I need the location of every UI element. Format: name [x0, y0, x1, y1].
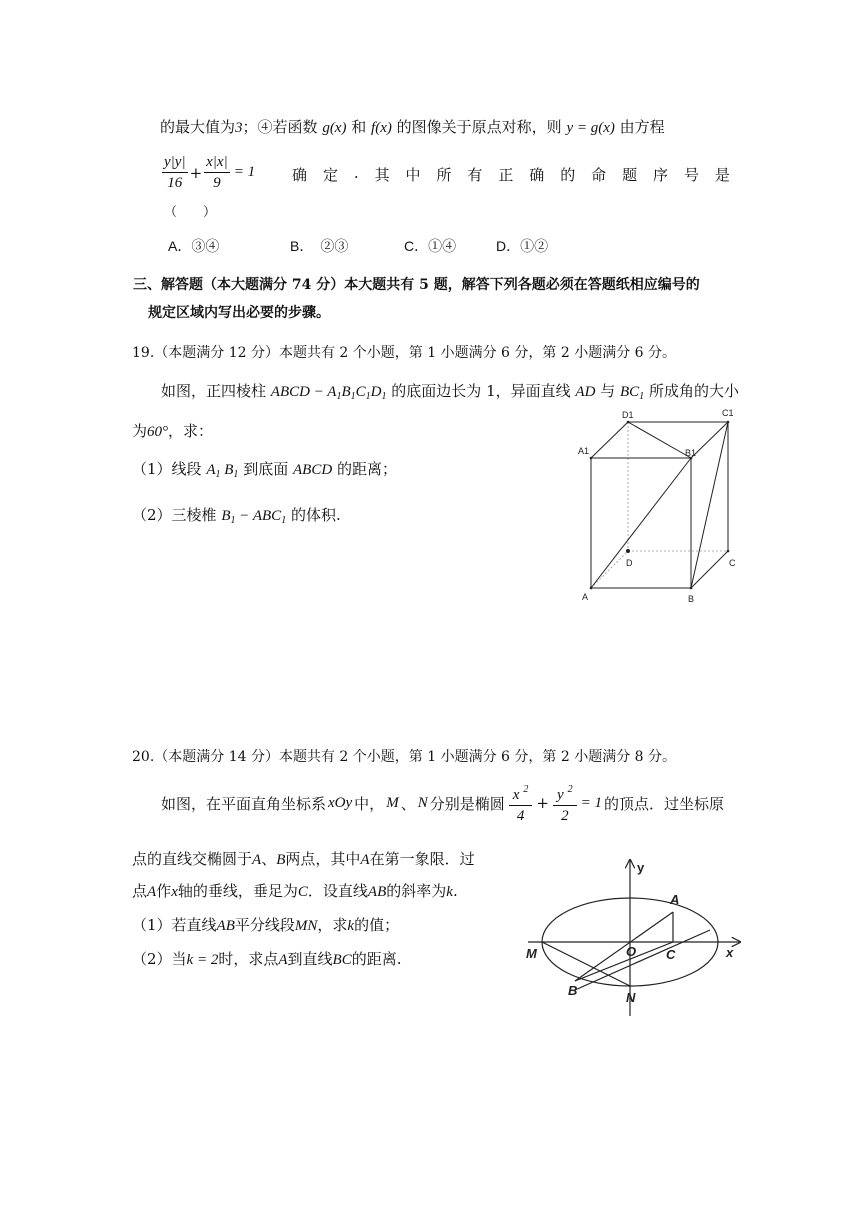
label-c: C: [666, 947, 676, 962]
label-c: C: [729, 558, 736, 568]
section-heading: 三、解答题（本大题满分 74 分）本大题共有 5 题，解答下列各题必须在答题纸相应编号的: [133, 277, 700, 293]
q18-line1: 的最大值为3；④若函数 g(x) 和 f(x) 的图像关于原点对称，则 y = g(x) 由方程: [160, 118, 665, 136]
q20-header: 20.（本题满分 14 分）本题共有 2 个小题，第 1 小题满分 6 分，第 2 小题满分 8 分。: [132, 749, 677, 765]
q18-line2-tail: 确 定 . 其 中 所 有 正 确 的 命 题 序 号 是: [292, 164, 730, 184]
label-b: B: [688, 594, 695, 604]
label-a1: A1: [578, 446, 590, 456]
q19-part2: （2）三棱椎 $B_1 - ABC_1$ 的体积.: [132, 506, 341, 526]
ellipse-figure: [520, 850, 752, 1024]
q20-line3: 点A作x轴的垂线，垂足为C．设直线AB的斜率为k.: [132, 882, 458, 900]
fraction-x: $\frac{x|x|}{9}$: [206, 154, 228, 191]
answer-paren: （ ）: [164, 205, 217, 220]
label-d1: D1: [622, 410, 634, 420]
q20-intro: 如图，在平面直角坐标系 xOy 中， M 、 N 分别是椭圆 $\frac{x ^2}{4}$ + $\frac{y ^2}{2}$ = 1 的顶点．过坐标原: [161, 780, 724, 826]
label-n: N: [626, 990, 636, 1005]
option-d: D．①②: [496, 238, 549, 254]
section-heading-line2: 规定区域内写出必要的步骤。: [148, 305, 330, 321]
fraction-y: $\frac{y|y|}{16}$: [164, 154, 186, 191]
label-c1: C1: [722, 408, 734, 418]
q19-line2: 为60°，求：: [132, 422, 214, 440]
q20-part2: （2）当k = 2时，求点A到直线BC的距离.: [132, 950, 402, 968]
prism-figure: [560, 400, 760, 610]
option-a: A．③④: [168, 238, 220, 254]
label-y: y: [637, 860, 645, 875]
q20-line2: 点的直线交椭圆于A、B两点，其中A在第一象限．过: [132, 850, 475, 868]
ellipse-fraction-y: $\frac{y ^2}{2}$: [553, 780, 577, 826]
q18-equation: $\frac{y|y|}{16}$ + $\frac{x|x|}{9}$ = 1: [164, 154, 256, 191]
label-b1: B1: [685, 448, 697, 458]
q20-part1: （1）若直线AB平分线段MN，求k的值；: [132, 916, 400, 934]
label-b: B: [568, 983, 578, 998]
label-m: M: [526, 946, 537, 961]
option-c: C．①④: [404, 238, 457, 254]
label-o: O: [626, 944, 637, 959]
q19-intro: 如图，正四棱柱 ABCD − $A_1B_1C_1D_1$ 的底面边长为 1，异面直线 AD 与 $BC_1$ 所成角的大小: [161, 382, 739, 402]
ellipse-fraction-x: $\frac{x ^2}{4}$: [509, 780, 533, 826]
label-x: x: [726, 945, 734, 960]
label-a: A: [670, 892, 680, 907]
q19-part1: （1）线段 $A_1$ $B_1$ 到底面 ABCD 的距离；: [132, 460, 397, 480]
label-d: D: [626, 558, 633, 568]
q19-header: 19.（本题满分 12 分）本题共有 2 个小题，第 1 小题满分 6 分，第 2 小题满分 6 分。: [132, 345, 677, 361]
option-b: B． ②③: [290, 238, 349, 254]
label-a: A: [582, 592, 589, 602]
